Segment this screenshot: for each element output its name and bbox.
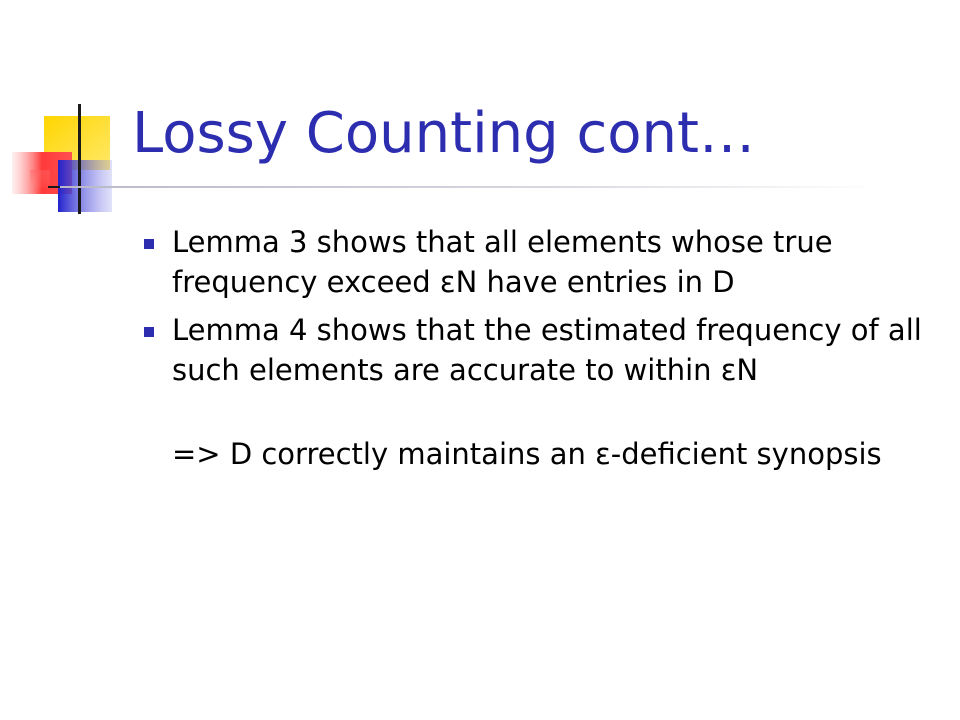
bullet-text: Lemma 4 shows that the estimated frequency of all such elements are accurate to within εN: [172, 313, 922, 387]
title-divider: [60, 186, 880, 188]
square-bullet-icon: [144, 327, 154, 337]
bullet-item: [140, 310, 930, 390]
slide-body: [140, 222, 930, 474]
decorative-squares-logo-icon: [0, 0, 140, 230]
bullet-text: Lemma 3 shows that all elements whose true frequency exceed εN have entries in D: [172, 225, 833, 299]
slide-title: Lossy Counting cont…: [132, 101, 755, 166]
bullet-item: [140, 222, 930, 302]
conclusion-text: => D correctly maintains an ε-deficient synopsis: [172, 437, 882, 471]
square-bullet-icon: [144, 239, 154, 249]
